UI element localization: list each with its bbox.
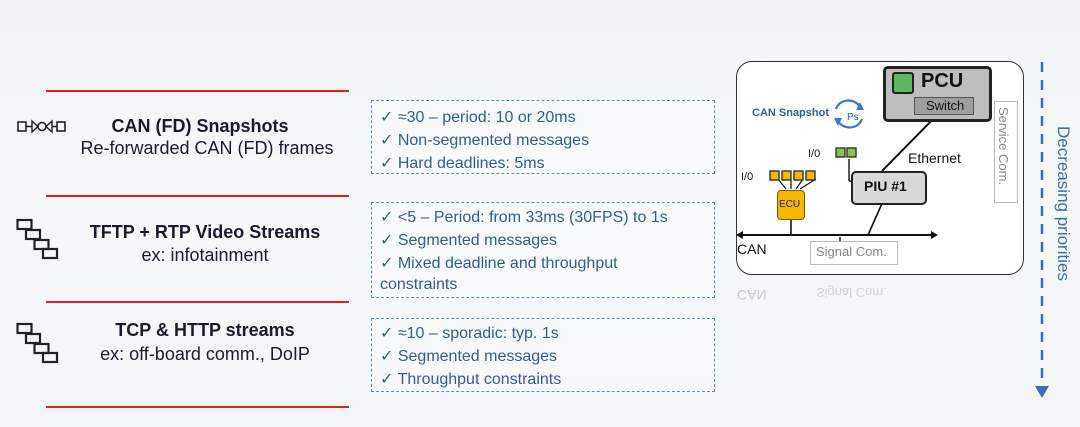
property-line: constraints [380,276,458,293]
divider-bottom [46,406,349,408]
flow-title-video-streams: TFTP + RTP Video Streams [89,222,321,242]
can-frames-icon [17,119,67,135]
property-line: ✓ Segmented messages [380,348,558,365]
priority-label: Decreasing priorities [1054,126,1073,281]
piu-label: PIU #1 [864,178,907,194]
switch-label: Switch [926,98,965,113]
property-line: ✓ ≈10 – sporadic: typ. 1s [380,325,559,342]
divider-top [46,90,349,92]
priority-arrow [1032,60,1052,402]
io-label-piu: I/0 [808,148,821,160]
ps-label: Ps [847,112,859,123]
property-line: ✓ <5 – Period: from 33ms (30FPS) to 1s [380,209,668,226]
property-line: ✓ Throughput constraints [380,371,562,388]
property-line: ✓ Hard deadlines: 5ms [380,155,545,172]
can-bus-label: CAN [737,241,767,257]
properties-box-can-snapshots [371,100,715,174]
ethernet-label: Ethernet [908,150,961,166]
reflection-signal-com-label: Signal Com. [816,285,887,300]
can-snapshot-label: CAN Snapshot [752,107,829,119]
ecu-label: ECU [779,199,801,210]
service-com-label: Service Com. [996,107,1011,186]
property-line: ✓ Non-segmented messages [380,132,590,149]
flow-title-tcp-http: TCP & HTTP streams [115,320,295,340]
flow-subtitle-video-streams: ex: infotainment [141,245,269,265]
divider-middle-2 [46,301,349,303]
flow-title-can-snapshots: CAN (FD) Snapshots [111,116,289,136]
divider-middle-1 [46,195,349,197]
io-label-ecu: I/0 [741,171,754,183]
segmented-stream-icon [16,218,60,260]
property-line: ✓ ≈30 – period: 10 or 20ms [380,109,576,126]
property-line: ✓ Segmented messages [380,232,558,249]
property-line: ✓ Mixed deadline and throughput [380,255,618,272]
segmented-stream-icon [16,322,60,364]
flow-subtitle-can-snapshots: Re-forwarded CAN (FD) frames [80,138,334,158]
reflection-can-label: CAN [737,287,767,303]
properties-box-video-streams [371,202,715,298]
pcu-status-indicator [892,72,914,94]
pcu-label: PCU [921,70,964,92]
properties-box-tcp-http [371,318,715,392]
flow-subtitle-tcp-http: ex: off-board comm., DoIP [100,344,310,364]
signal-com-label: Signal Com. [816,244,887,259]
